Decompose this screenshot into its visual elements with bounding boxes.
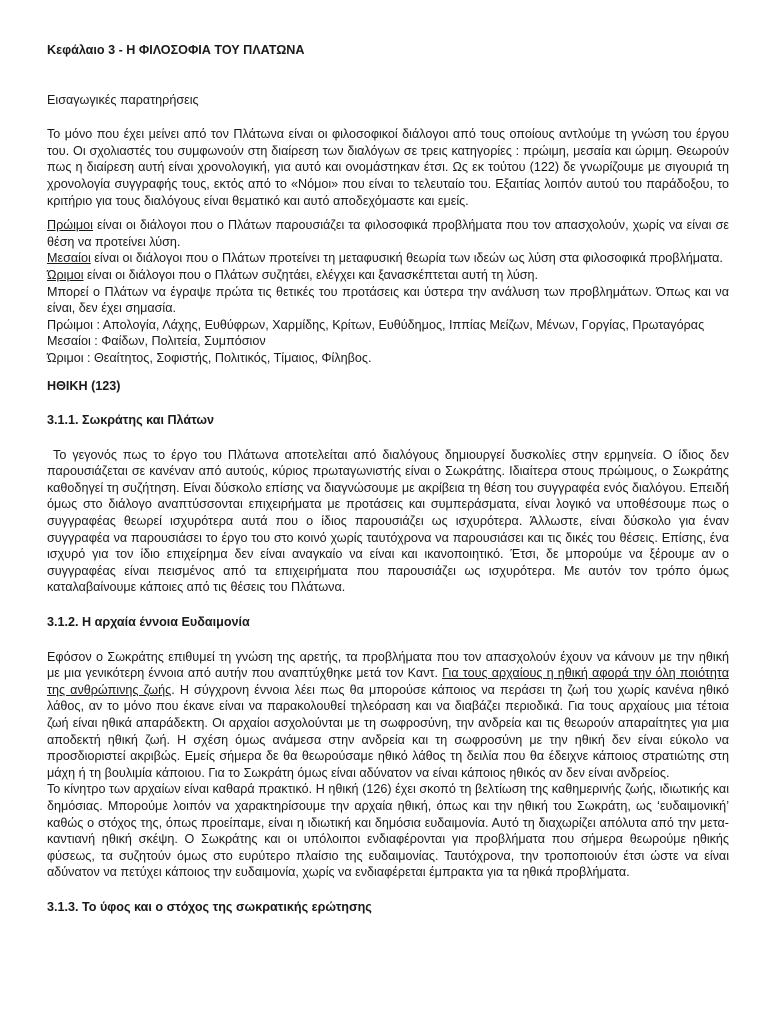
para-text-a: Εφόσον ο Σωκράτης επιθυμεί τη γνώση της αρετής, τα προβλήματα που τον απασχολούν έχουν να κάνουν με την ηθική με μια γενικότερη έννοια από αυτήν που αναπτύχθηκε μετά τον Καντ. xyxy=(47,649,729,681)
list-mature-dialogues: Ώριμοι : Θεαίτητος, Σοφιστής, Πολιτικός, Τίμαιος, Φίληβος. xyxy=(47,350,372,365)
list-early-dialogues: Πρώιμοι : Απολογία, Λάχης, Ευθύφρων, Χαρμίδης, Κρίτων, Ευθύδημος, Ιππίας Μείζων, Μένων, Γοργίας, Πρωταγόρας xyxy=(47,317,705,332)
chapter-title: Κεφάλαιο 3 - Η ΦΙΛΟΣΟΦΙΑ ΤΟΥ ΠΛΑΤΩΝΑ xyxy=(47,43,305,57)
intro-paragraph: Το μόνο που έχει μείνει από τον Πλάτωνα είναι οι φιλοσοφικοί διάλογοι από τους οποίους αντλούμε τη γνώση του έργου του. Οι σχολιαστές του συμφωνούν στη διαίρεση των διαλόγων σε τρεις κατηγορίες : πρώιμη, μεσαία και ώριμη. Θεωρούν πως η διαίρεση αυτή είναι χρονολογική, για αυτό και ονομάστηκαν έτσι. Ως εκ τούτου (122) δε γνωρίζουμε με σιγουριά τη χρονολογία συγγραφής τους, εκτός από το «Νόμοι» που είναι το τελευταίο του. Εξαιτίας λοιπόν αυτού του παράδοξου, το κριτήριο για τους διαλόγους είναι θεματικό και αυτό αποδεχόμαστε και εμείς. xyxy=(47,127,729,208)
mature-dialogues-definition xyxy=(47,267,729,284)
section-3-1-3-heading: 3.1.3. Το ύφος και ο στόχος της σωκρατικής ερώτησης xyxy=(47,899,372,914)
early-text: είναι οι διάλογοι που ο Πλάτων παρουσιάζει τα φιλοσοφικά προβλήματα που τον απασχολούν, χωρίς να είναι σε θέση να προτείνει λύση. xyxy=(47,218,729,249)
middle-dialogues-definition xyxy=(47,250,729,267)
section-3-1-2-paragraph-2: Το κίνητρο των αρχαίων είναι καθαρά πρακτικό. Η ηθική (126) έχει σκοπό τη βελτίωση της καθημερινής ζωής, ιδιωτικής και δημόσιας. Μπορούμε λοιπόν να χαρακτηρίσουμε την αρχαία ηθική, όπως και την ηθική του Σωκράτη, ως ‘ευδαιμονική’ καθώς ο στόχος της, όπως προείπαμε, είναι η ιδιωτική και δημόσια ευδαιμονία. Αυτό τη διαχωρίζει απόλυτα από την μετα-καντιανή ηθική σκέψη. Ο Σωκράτης και οι υπόλοιποι ενδιαφέρονται για προβλήματα που σήμερα θεωρούμε ηθικής φύσεως, τα συζητούν όμως στο ευρύτερο πλαίσιο της ευδαιμονίας. Ταυτόχρονα, την τροποποιούν έτσι ώστε να είναι αδύνατον να πετύχει κάποιος την ευδαιμονία, χωρίς να ενδιαφέρεται έμπρακτα για τα ηθικά προβλήματα. xyxy=(47,782,729,880)
middle-text: είναι οι διάλογοι που ο Πλάτων προτείνει τη μεταφυσική θεωρία των ιδεών ως λύση στα φιλοσοφικά προβλήματα. xyxy=(90,251,723,266)
section-3-1-2-heading: 3.1.2. Η αρχαία έννοια Ευδαιμονία xyxy=(47,615,250,630)
section-3-1-1-paragraph: Το γεγονός πως το έργο του Πλάτωνα αποτελείται από διαλόγους δημιουργεί δυσκολίες στην ερμηνεία. Ο ίδιος δεν παρουσιάζεται σε κανέναν από αυτούς, κύριος πρωταγωνιστής είναι ο Σωκράτης. Ιδιαίτερα στους πρώιμους, ο Σωκράτης καθοδηγεί τη συζήτηση. Είναι δύσκολο επίσης να διαγνώσουμε με ακρίβεια τη θέση του συγγραφέα ενός διαλόγου. Επειδή όμως στο διάλογο αναπτύσσονται επιχειρήματα με προτάσεις και συμπεράσματα, είναι λογικό να υποθέσουμε πως ο συγγραφέας θεωρεί ισχυρότερα αυτά που ο ίδιος παρουσιάζει ως ισχυρότερα. Άλλωστε, είναι δύσκολο για έναν συγγραφέα να παρουσιάσει το έργο του στο κοινό χωρίς ταυτόχρονα να παρουσιάσει και τις δικές του θέσεις. Επίσης, ένα ισχυρό για τον ίδιο επιχείρημα δεν είναι αναγκαίο να είναι και ικανοποιητικό. Έτσι, δε μπορούμε να ξέρουμε αν ο συγγραφέας είναι πεισμένος από τα επιχειρήματα που παρουσιάζει ως ισχυρότερα. Με αυτόν τον τρόπο όμως καταλαβαίνουμε κάποιες από τις θέσεις του Πλάτωνα. xyxy=(47,447,733,595)
mature-term: Ώριμοι xyxy=(47,267,84,282)
ethics-heading: ΗΘΙΚΗ (123) xyxy=(47,378,121,393)
section-3-1-2-paragraph-1 xyxy=(47,649,729,782)
early-dialogues-definition xyxy=(47,217,729,250)
middle-term: Μεσαίοι xyxy=(47,251,91,266)
document-body xyxy=(47,42,733,916)
order-note: Μπορεί ο Πλάτων να έγραψε πρώτα τις θετικές του προτάσεις και ύστερα την ανάλυση των προβλημάτων. Όπως και να είναι, δεν έχει σημασία. xyxy=(47,284,729,316)
intro-heading: Εισαγωγικές παρατηρήσεις xyxy=(47,92,199,107)
section-3-1-1-heading: 3.1.1. Σωκράτης και Πλάτων xyxy=(47,413,215,428)
early-term: Πρώιμοι xyxy=(47,218,93,233)
para-text-b: . Η σύγχρονη έννοια λέει πως θα μπορούσε κάποιος να περάσει τη ζωή του χωρίς κανένα ηθικό λάθος, αν το μόνο που έκανε είναι να παρακολουθεί τηλεόραση και να διαβάζει περιοδικά. Για τους αρχαίους μια τέτοια ζωή είναι ηθικά απαράδεκτη. Οι αρχαίοι ασχολούνται με τη σωφροσύνη, την ανδρεία και τις θεωρούν απαραίτητες για μια αποδεκτή ηθική ζωή. Η σχέση όμως ανάμεσα στην ανδρεία και τη σωφροσύνη με την ηθική δεν είναι εύκολο να προσδιοριστεί ακριβώς. Εμείς σήμερα δε θα θεωρούσαμε ηθικό λάθος τη δειλία που θα έδειχνε κάποιος στρατιώτης στη μάχη ή τη βουλιμία κάποιου. Για το Σωκράτη όμως είναι αδύνατον να είναι κάποιος ηθικός αν δεν είναι ανδρείος. xyxy=(47,682,729,780)
list-middle-dialogues: Μεσαίοι : Φαίδων, Πολιτεία, Συμπόσιον xyxy=(47,334,266,349)
underlined-statement: Για τους αρχαίους η ηθική αφορά την όλη ποιότητα της ανθρώπινης ζωής xyxy=(47,666,729,697)
mature-text: είναι οι διάλογοι που ο Πλάτων συζητάει, ελέγχει και ξανασκέπτεται αυτή τη λύση. xyxy=(83,267,539,282)
